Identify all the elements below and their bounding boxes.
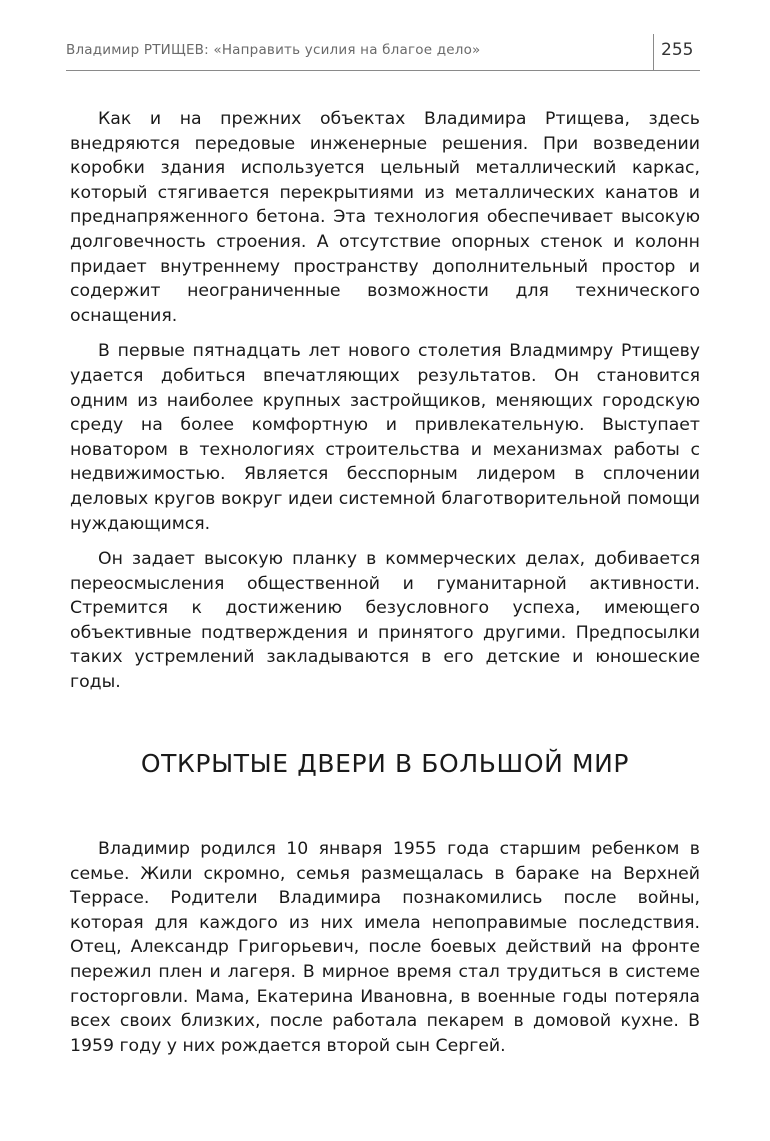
running-header — [66, 34, 700, 70]
paragraph: Как и на прежних объектах Владимира Ртищева, здесь внедряются передовые инженерные решения. При возведении коробки здания используется цельный металлический каркас, который стягивается перекрытиями из металлических канатов и преднапряженного бетона. Эта технология обеспечивает высокую долговечность строения. А отсутствие опорных стенок и колонн придает внутреннему пространству дополнительный простор и содержит неограниченные возможности для технического оснащения. — [70, 109, 700, 326]
section-heading: ОТКРЫТЫЕ ДВЕРИ В БОЛЬШОЙ МИР — [140, 749, 630, 778]
running-title: Владимир РТИЩЕВ: «Направить усилия на благое дело» — [66, 42, 481, 58]
page-number: 255 — [661, 40, 694, 60]
body-text — [70, 107, 700, 695]
header-rule — [66, 70, 700, 71]
paragraph: Владимир родился 10 января 1955 года старшим ребенком в семье. Жили скромно, семья размещалась в бараке на Верхней Террасе. Родители Владимира познакомились после войны, которая для каждого из них имела непоправимые последствия. Отец, Александр Григорьевич, после боевых действий на фронте пережил плен и лагеря. В мирное время стал трудиться в системе госторговли. Мама, Екатерина Ивановна, в военные годы потеряла всех своих близких, после работала пекарем в домовой кухне. В 1959 году у них рождается второй сын Сергей. — [70, 839, 700, 1056]
paragraph: В первые пятнадцать лет нового столетия Владмимру Ртищеву удается добиться впечатляющих результатов. Он становится одним из наиболее крупных застройщиков, меняющих городскую среду на более комфортную и привлекательную. Выступает новатором в технологиях строительства и механизмах работы с недвижимостью. Является бесспорным лидером в сплочении деловых кругов вокруг идеи системной благотворительной помощи нуждающимся. — [70, 341, 700, 534]
header-divider — [653, 34, 654, 70]
section-text — [70, 837, 700, 1058]
paragraph: Он задает высокую планку в коммерческих делах, добивается переосмысления общественной и гуманитарной активности. Стремится к достижению безусловного успеха, имеющего объективные подтверждения и принятого другими. Предпосылки таких устремлений закладываются в его детские и юношеские годы. — [70, 549, 700, 693]
